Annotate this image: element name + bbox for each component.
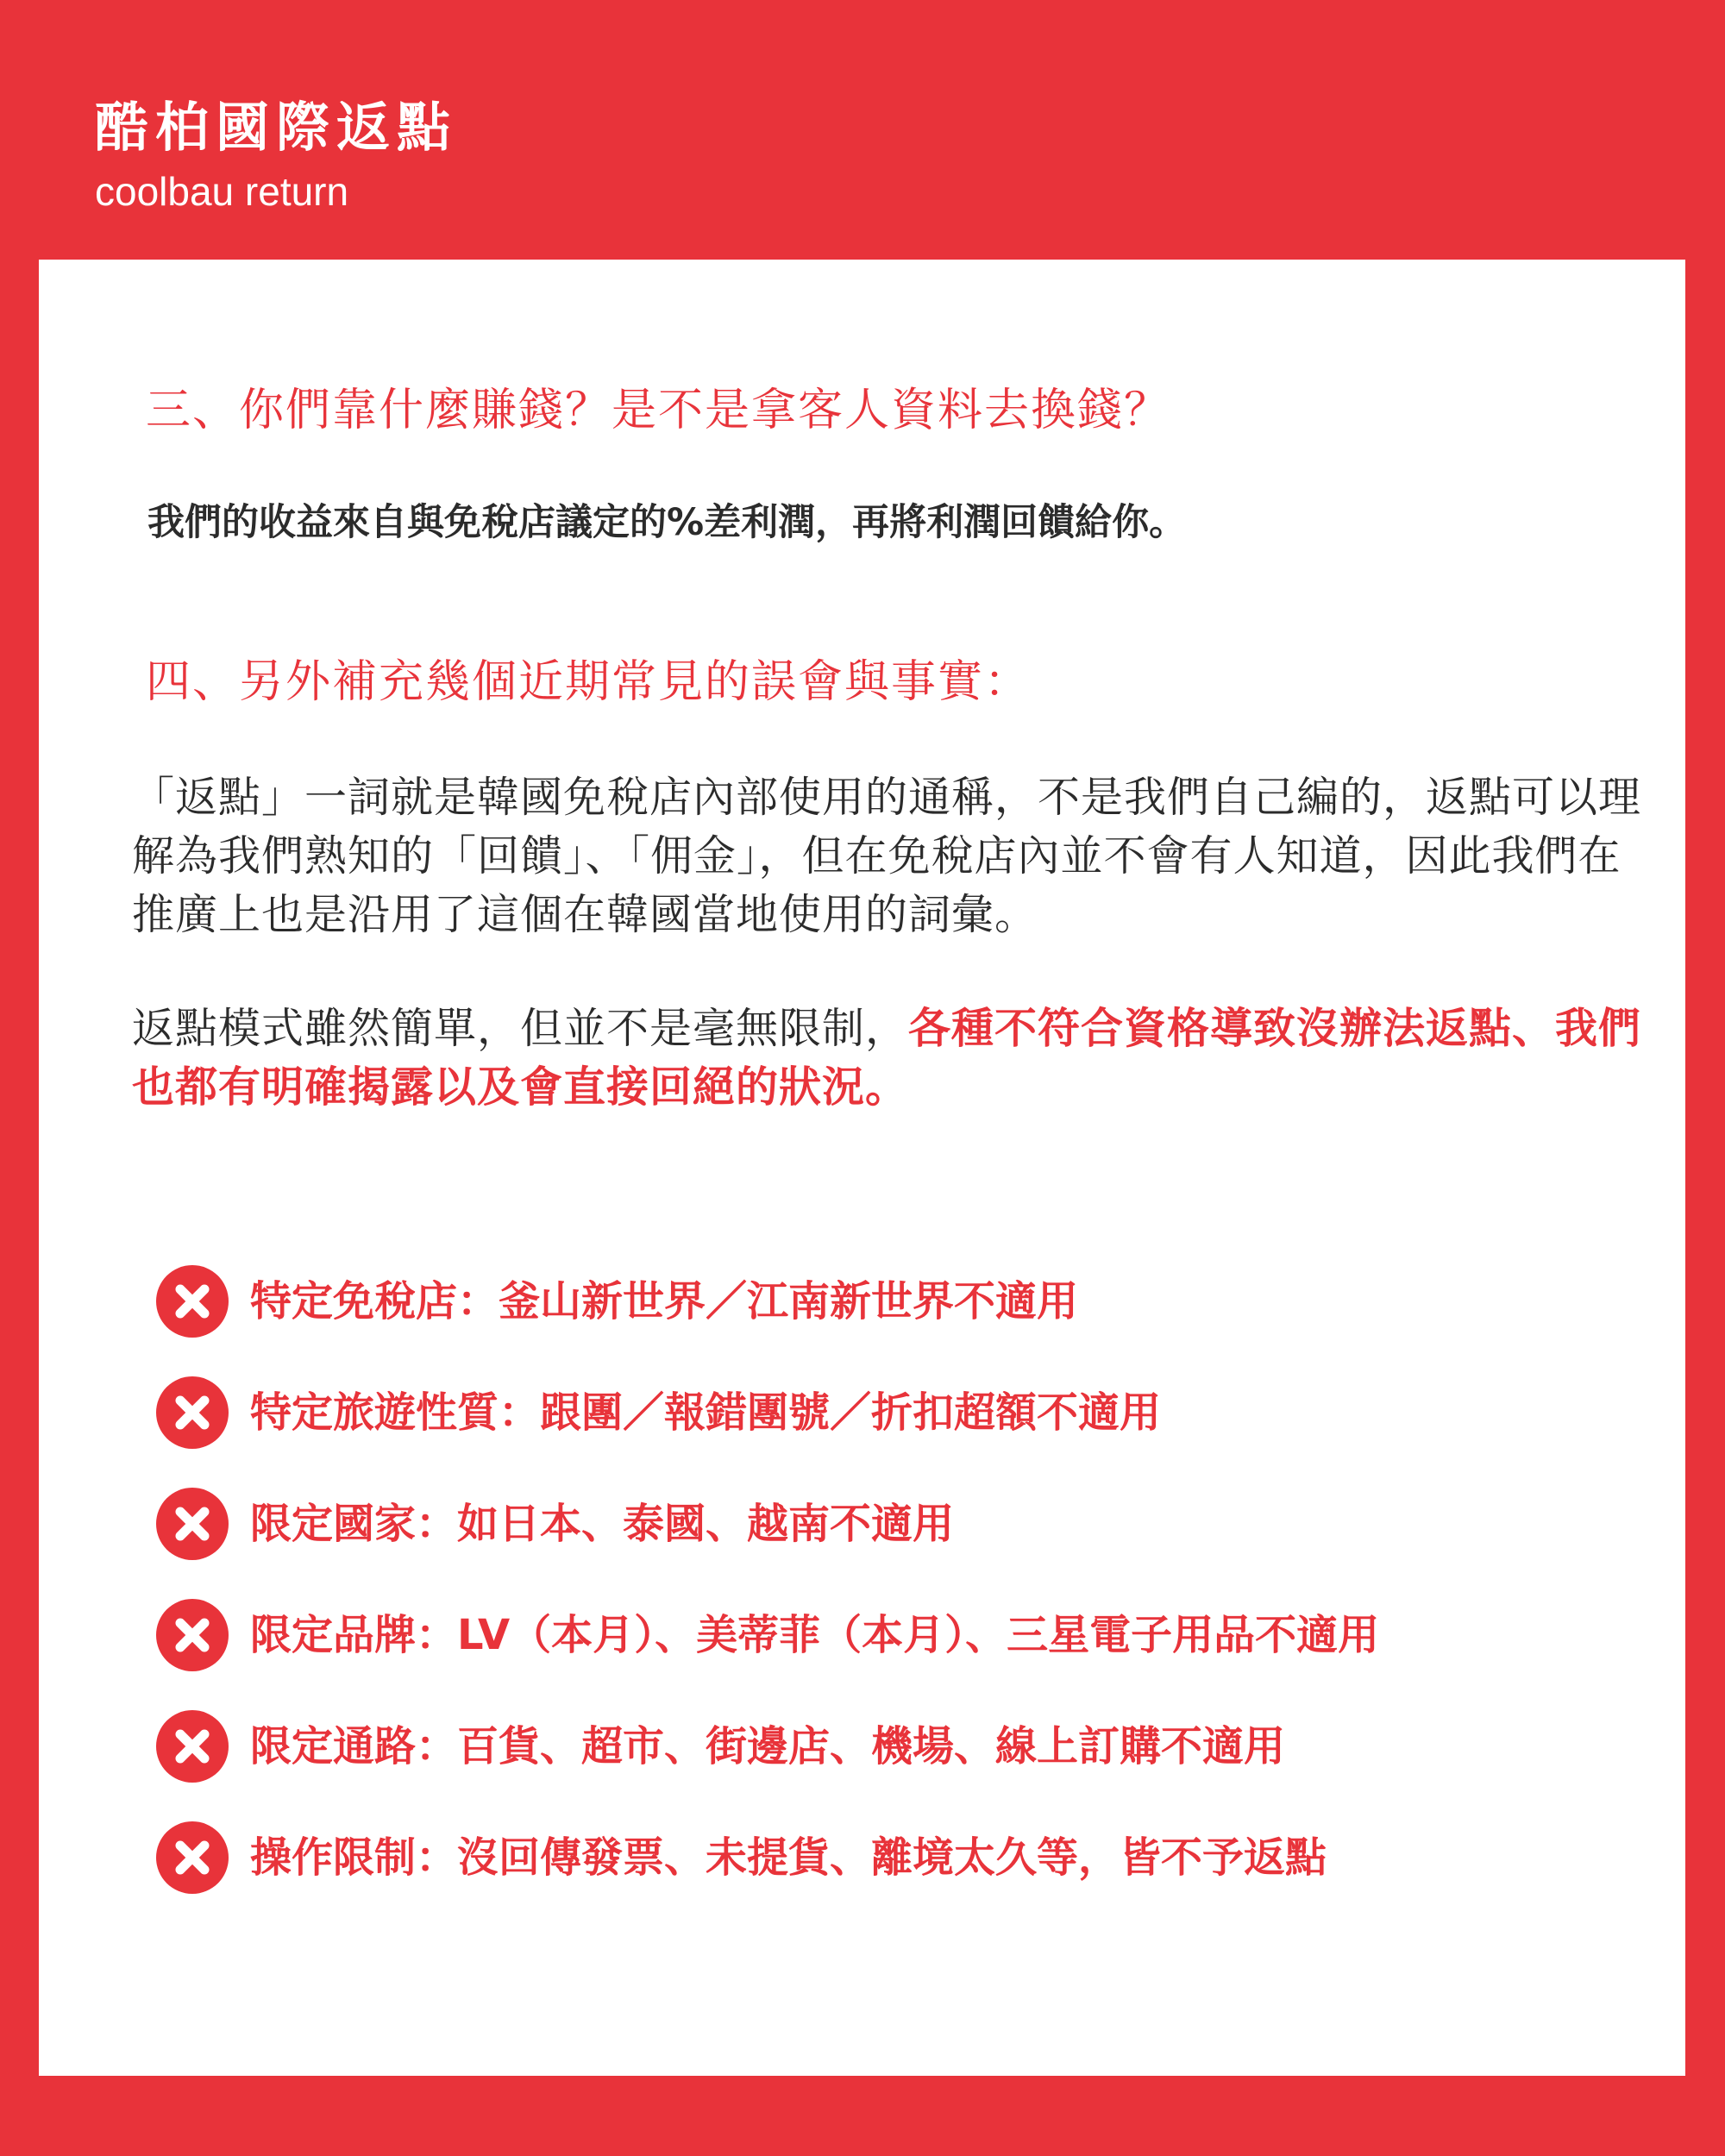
exclusion-rules-list	[155, 1264, 1379, 1932]
rule-item	[155, 1821, 1379, 1895]
rule-text: 限定國家：如日本、泰國、越南不適用	[250, 1500, 955, 1548]
x-circle-icon	[155, 1598, 229, 1672]
x-circle-icon	[155, 1264, 229, 1338]
x-circle-icon	[155, 1709, 229, 1783]
brand-header	[95, 93, 457, 217]
content-panel	[39, 260, 1685, 2076]
section-3-body: 我們的收益來自與免稅店議定的%差利潤，再將利潤回饋給你。	[147, 501, 1187, 544]
section-4-heading: 四、另外補充幾個近期常見的誤會與事實：	[146, 656, 1032, 708]
paragraph-2-normal-text: 返點模式雖然簡單，但並不是毫無限制，	[132, 1004, 909, 1053]
x-circle-icon	[155, 1821, 229, 1895]
rule-text: 限定通路：百貨、超市、街邊店、機場、線上訂購不適用	[250, 1722, 1286, 1771]
brand-title: 酷柏國際返點	[95, 96, 458, 159]
rule-text: 特定免稅店：釜山新世界／江南新世界不適用	[250, 1277, 1079, 1326]
section-3-heading: 三、你們靠什麼賺錢？是不是拿客人資料去換錢？	[146, 385, 1171, 436]
brand-subtitle: coolbau return	[95, 169, 349, 214]
x-circle-icon	[155, 1376, 229, 1450]
section-4-paragraph-2	[132, 1000, 1650, 1117]
rule-item	[155, 1376, 1379, 1450]
x-circle-icon	[155, 1487, 229, 1561]
rule-item	[155, 1598, 1379, 1672]
rule-item	[155, 1709, 1379, 1783]
rule-item	[155, 1487, 1379, 1561]
section-4-paragraph-1: 「返點」一詞就是韓國免稅店內部使用的通稱，不是我們自己編的，返點可以理解為我們熟知的「回饋」、「佣金」，但在免稅店內並不會有人知道，因此我們在推廣上也是沿用了這個在韓國當地使用的詞彙。	[132, 773, 1642, 939]
rule-item	[155, 1264, 1379, 1338]
rule-text: 操作限制：沒回傳發票、未提貨、離境太久等，皆不予返點	[250, 1833, 1327, 1882]
rule-text: 特定旅遊性質：跟團／報錯團號／折扣超額不適用	[250, 1388, 1162, 1437]
rule-text: 限定品牌：LV（本月）、美蒂菲（本月）、三星電子用品不適用	[250, 1611, 1380, 1659]
paragraph-2-highlight-text: 各種不符合資格導致沒辦法返點、我們也都有明確揭露以及會直接回絕的狀況。	[132, 1004, 1642, 1112]
